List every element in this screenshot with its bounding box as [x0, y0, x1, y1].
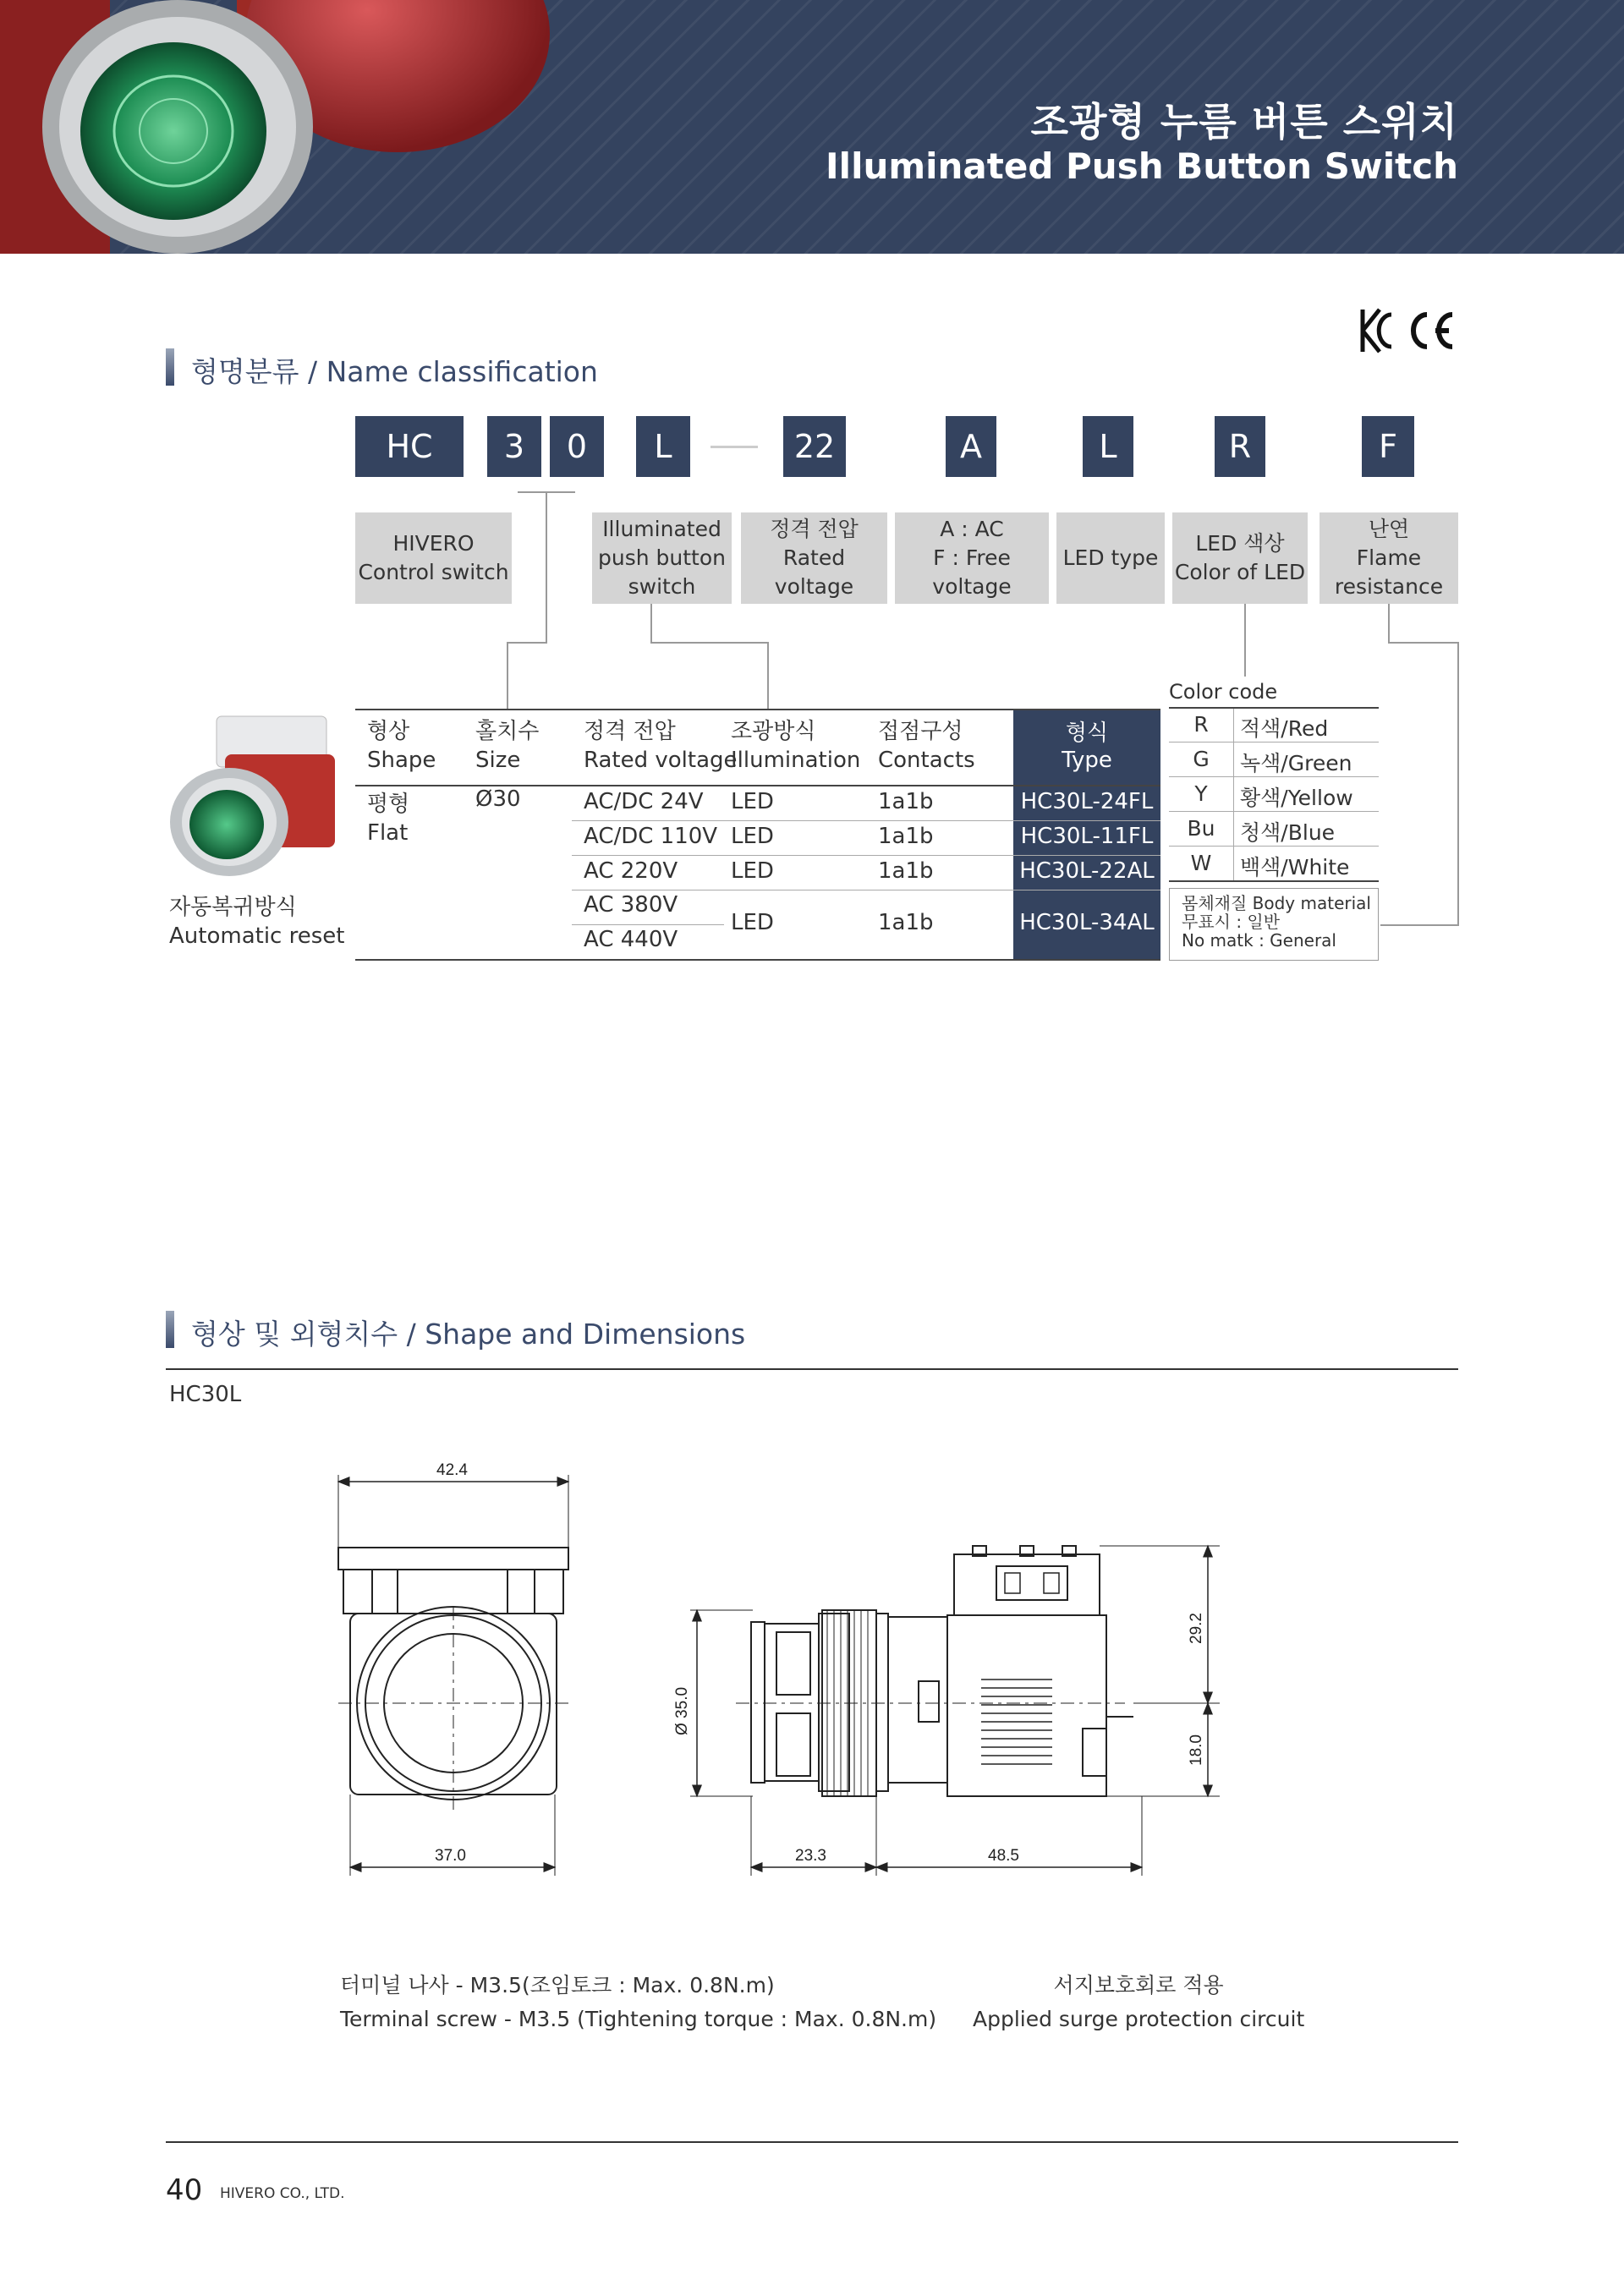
- color-code-y: Y: [1194, 781, 1208, 806]
- row1-voltage: AC/DC 24V: [584, 789, 704, 814]
- header-illumination-en: Illumination: [731, 748, 861, 773]
- code-size-1: 3: [487, 416, 541, 477]
- label-line: HIVERO: [392, 531, 475, 556]
- row1-contacts: 1a1b: [878, 789, 934, 814]
- section-title-dimensions: 형상 및 외형치수 / Shape and Dimensions: [191, 1318, 746, 1351]
- header-illumination-ko: 조광방식: [731, 719, 816, 744]
- header-shape-ko: 형상: [367, 719, 410, 744]
- color-code-w: W: [1190, 851, 1212, 875]
- front-view: [338, 1475, 568, 1876]
- section-title-name-classification: 형명분류 / Name classification: [191, 355, 598, 388]
- dim-diameter: Ø 35.0: [673, 1686, 691, 1735]
- row2-contacts: 1a1b: [878, 824, 934, 849]
- row2-type: HC30L-11FL: [1020, 824, 1154, 849]
- header-shape-en: Shape: [367, 748, 436, 773]
- note-surge-en: Applied surge protection circuit: [973, 2007, 1305, 2031]
- row2-voltage: AC/DC 110V: [584, 824, 718, 849]
- dim-width-top: 42.4: [436, 1461, 468, 1479]
- code-size-2: 0: [550, 416, 604, 477]
- color-code-bu: Bu: [1187, 816, 1215, 841]
- code-voltage: 22: [783, 416, 846, 477]
- header-title-ko: 조광형 누름 버튼 스위치: [1030, 99, 1458, 145]
- reset-en: Automatic reset: [169, 923, 345, 949]
- label-line: resistance: [1334, 573, 1444, 599]
- label-line: Rated voltage: [774, 545, 854, 599]
- header-voltage-ko: 정격 전압: [584, 719, 676, 744]
- color-name-bu: 청색/Blue: [1240, 820, 1336, 845]
- row4-type: HC30L-34AL: [1019, 910, 1155, 935]
- color-name-g: 녹색/Green: [1240, 751, 1352, 775]
- label-line: 정격 전압: [770, 517, 859, 542]
- note-surge: [973, 1969, 1304, 2036]
- label-line: switch: [628, 573, 696, 599]
- footer-line: [166, 2141, 1458, 2143]
- color-name-y: 황색/Yellow: [1240, 786, 1353, 810]
- row3-contacts: 1a1b: [878, 858, 934, 884]
- header-title-en: Illuminated Push Button Switch: [826, 145, 1458, 187]
- label-line: LED type: [1062, 545, 1159, 571]
- row4-voltage: AC 380V: [584, 892, 678, 918]
- color-name-r: 적색/Red: [1240, 716, 1329, 741]
- note-terminal-ko: 터미널 나사 - M3.5(조임토크 : Max. 0.8N.m): [340, 1973, 775, 1997]
- label-line: F : Free voltage: [932, 545, 1012, 599]
- side-view: [690, 1546, 1220, 1876]
- dim-height-lower: 18.0: [1188, 1734, 1205, 1766]
- header-contacts-ko: 접점구성: [878, 719, 963, 744]
- color-code-r: R: [1193, 712, 1209, 737]
- shape-ko: 평형: [367, 792, 410, 817]
- reset-ko: 자동복귀방식: [169, 895, 297, 920]
- body-material-line: 몸체재질 Body material: [1182, 893, 1371, 913]
- color-name-w: 백색/White: [1240, 855, 1350, 879]
- body-material-line: No matk : General: [1182, 930, 1336, 951]
- color-code-title: Color code: [1169, 680, 1278, 704]
- size-value: Ø30: [475, 786, 521, 812]
- dim-depth-front: 23.3: [795, 1847, 826, 1865]
- note-surge-ko: 서지보호회로 적용: [1053, 1973, 1224, 1997]
- dim-height-upper: 29.2: [1188, 1613, 1205, 1644]
- code-ac: A: [946, 416, 996, 477]
- row4-contacts: 1a1b: [878, 910, 934, 935]
- note-terminal-en: Terminal screw - M3.5 (Tightening torque : Max. 0.8N.m): [340, 2007, 937, 2031]
- row3-voltage: AC 220V: [584, 858, 678, 884]
- model-label: HC30L: [169, 1382, 242, 1407]
- code-illuminated: L: [636, 416, 690, 477]
- color-code-g: G: [1193, 747, 1210, 771]
- label-line: push button: [598, 545, 726, 571]
- label-line: Control switch: [358, 560, 509, 584]
- body-material-line: 무표시 : 일반: [1182, 912, 1281, 932]
- header-size-ko: 홀치수: [475, 719, 540, 744]
- row1-type: HC30L-24FL: [1020, 789, 1154, 814]
- header-type-en: Type: [1062, 748, 1112, 773]
- row2-illumination: LED: [731, 824, 774, 849]
- row1-illumination: LED: [731, 789, 774, 814]
- label-line: Illuminated: [602, 517, 721, 542]
- label-line: Color of LED: [1174, 560, 1306, 584]
- row3-illumination: LED: [731, 858, 774, 884]
- code-color: R: [1215, 416, 1265, 477]
- row4-illumination: LED: [731, 910, 774, 935]
- label-line: Flame: [1356, 545, 1422, 571]
- page-number: 40: [166, 2173, 203, 2207]
- header-type-ko: 형식: [1065, 721, 1109, 746]
- label-line: A : AC: [940, 517, 1004, 542]
- code-led: L: [1083, 416, 1133, 477]
- row3-type: HC30L-22AL: [1019, 858, 1155, 884]
- code-flame: F: [1362, 416, 1414, 477]
- dim-width-bottom: 37.0: [435, 1847, 466, 1865]
- header-contacts-en: Contacts: [878, 748, 975, 773]
- label-line: LED 색상: [1195, 531, 1285, 556]
- code-series: HC: [355, 416, 464, 477]
- label-line: 난연: [1368, 517, 1410, 542]
- header-voltage-en: Rated voltage: [584, 748, 738, 773]
- header-size-en: Size: [475, 748, 521, 773]
- note-terminal: [340, 1969, 936, 2036]
- shape-en: Flat: [367, 820, 409, 846]
- row4-voltage2: AC 440V: [584, 927, 678, 952]
- company-name: HIVERO CO., LTD.: [220, 2185, 345, 2202]
- dim-depth-body: 48.5: [988, 1847, 1019, 1865]
